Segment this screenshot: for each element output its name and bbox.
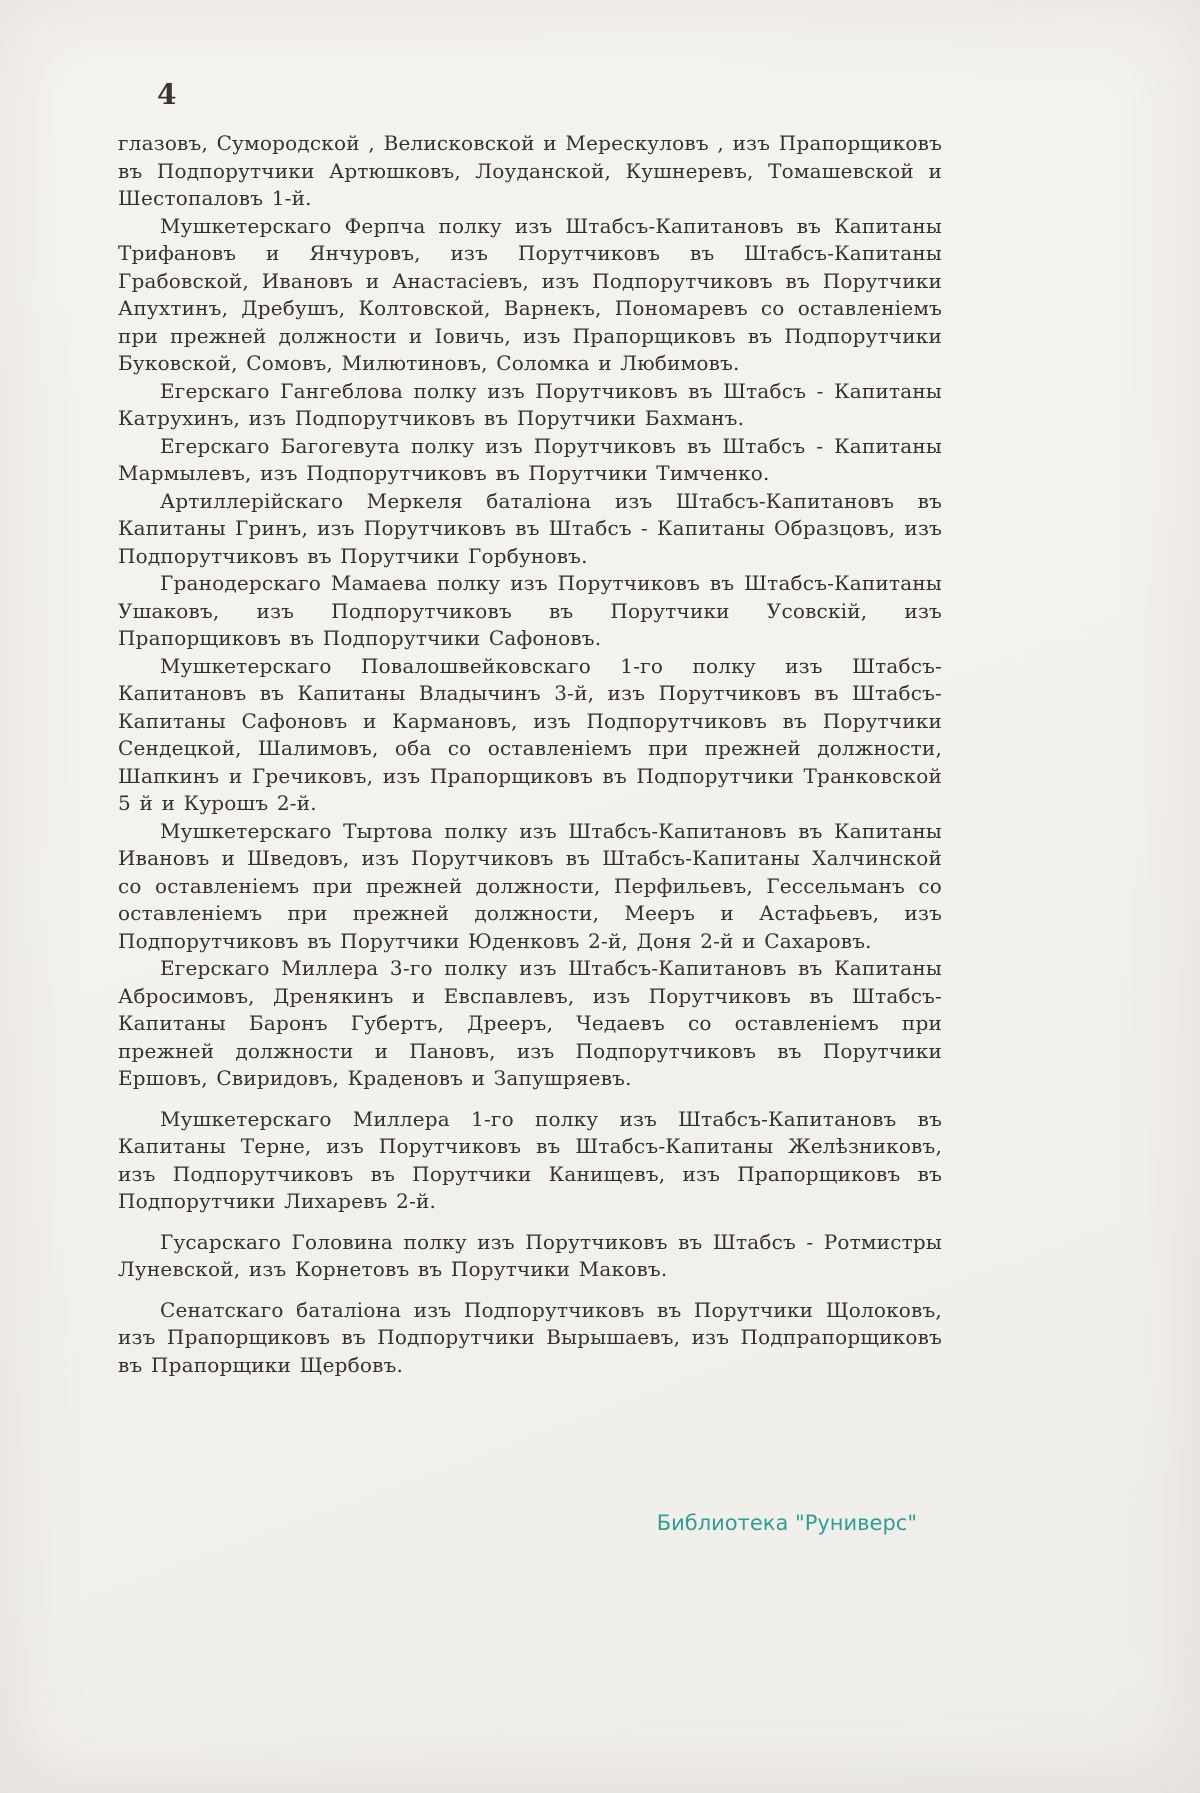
paragraph: Артиллерійскаго Меркеля баталіона изъ Штабсъ-Капитановъ въ Капитаны Гринъ, изъ Порутчиковъ въ Штабсъ - Капитаны Образцовъ, изъ Подпорутчиковъ въ Порутчики Горбуновъ. [118,488,942,568]
document-text-block [118,130,942,1379]
paragraph: Гусарскаго Головина полку изъ Порутчиковъ въ Штабсъ - Ротмистры Луневской, изъ Корнетовъ въ Порутчики Маковъ. [118,1229,942,1281]
paragraph: Егерскаго Миллера 3-го полку изъ Штабсъ-Капитановъ въ Капитаны Абросимовъ, Дренякинъ и Евспавлевъ, изъ Порутчиковъ въ Штабсъ-Капитаны Баронъ Губертъ, Дрееръ, Чедаевъ со оставленіемъ при прежней должности и Пановъ, изъ Подпорутчиковъ въ Порутчики Ершовъ, Свиридовъ, Краденовъ и Запушряевъ. [118,956,942,1090]
paragraph: Егерскаго Гангеблова полку изъ Порутчиковъ въ Штабсъ - Капитаны Катрухинъ, изъ Подпорутчиковъ въ Порутчики Бахманъ. [118,378,942,430]
paragraph: Гранодерскаго Мамаева полку изъ Порутчиковъ въ Штабсъ-Капитаны Ушаковъ, изъ Подпорутчиковъ въ Порутчики Усовскій, изъ Прапорщиковъ въ Подпорутчики Сафоновъ. [118,571,942,650]
paragraph: Мушкетерскаго Тыртова полку изъ Штабсъ-Капитановъ въ Капитаны Ивановъ и Шведовъ, изъ Порутчиковъ въ Штабсъ-Капитаны Халчинской со оставленіемъ при прежней должности, Перфильевъ, Гессельманъ со оставленіемъ при прежней должности, Мееръ и Астафьевъ, изъ Подпорутчиковъ въ Порутчики Юденковъ 2-й, Доня 2-й и Сахаровъ. [118,818,942,953]
paragraph: Мушкетерскаго Ферпча полку изъ Штабсъ-Капитановъ въ Капитаны Трифановъ и Янчуровъ, изъ Порутчиковъ въ Штабсъ-Капитаны Грабовской, Ивановъ и Анастасіевъ, изъ Подпорутчиковъ въ Порутчики Апухтинъ, Дребушъ, Колтовской, Варнекъ, Пономаревъ со оставленіемъ при прежней должности и Іовичь, изъ Прапорщиковъ въ Подпорутчики Буковской, Сомовъ, Милютиновъ, Соломка и Любимовъ. [118,213,942,375]
paragraph: Егерскаго Багогевута полку изъ Порутчиковъ въ Штабсъ - Капитаны Мармылевъ, изъ Подпорутчиковъ въ Порутчики Тимченко. [118,433,942,485]
paragraph: Сенатскаго баталіона изъ Подпорутчиковъ въ Порутчики Щолоковъ, изъ Прапорщиковъ въ Подпорутчики Вырышаевъ, изъ Подпрапорщиковъ въ Прапорщики Щербовъ. [118,1297,942,1377]
paragraph: глазовъ, Сумородской , Велисковской и Мерескуловъ , изъ Прапорщиковъ въ Подпорутчики Артюшковъ, Лоуданской, Кушнеревъ, Томашевской и Шестопаловъ 1-й. [118,131,942,210]
paragraph: Мушкетерскаго Миллера 1-го полку изъ Штабсъ-Капитановъ въ Капитаны Терне, изъ Порутчиковъ въ Штабсъ-Капитаны Желѣзниковъ, изъ Подпорутчиковъ въ Порутчики Канищевъ, изъ Прапорщиковъ въ Подпорутчики Лихаревъ 2-й. [118,1106,942,1213]
library-watermark: Библиотека "Руниверс" [656,1511,917,1535]
paragraph: Мушкетерскаго Повалошвейковскаго 1-го полку изъ Штабсъ-Капитановъ въ Капитаны Владычинъ 3-й, изъ Порутчиковъ въ Штабсъ-Капитаны Сафоновъ и Кармановъ, изъ Подпорутчиковъ въ Порутчики Сендецкой, Шалимовъ, оба со оставленіемъ при прежней должности, Шапкинъ и Гречиковъ, изъ Прапорщиковъ въ Подпорутчики Транковской 5 й и Курошъ 2-й. [118,653,942,815]
page-number: 4 [157,78,177,111]
